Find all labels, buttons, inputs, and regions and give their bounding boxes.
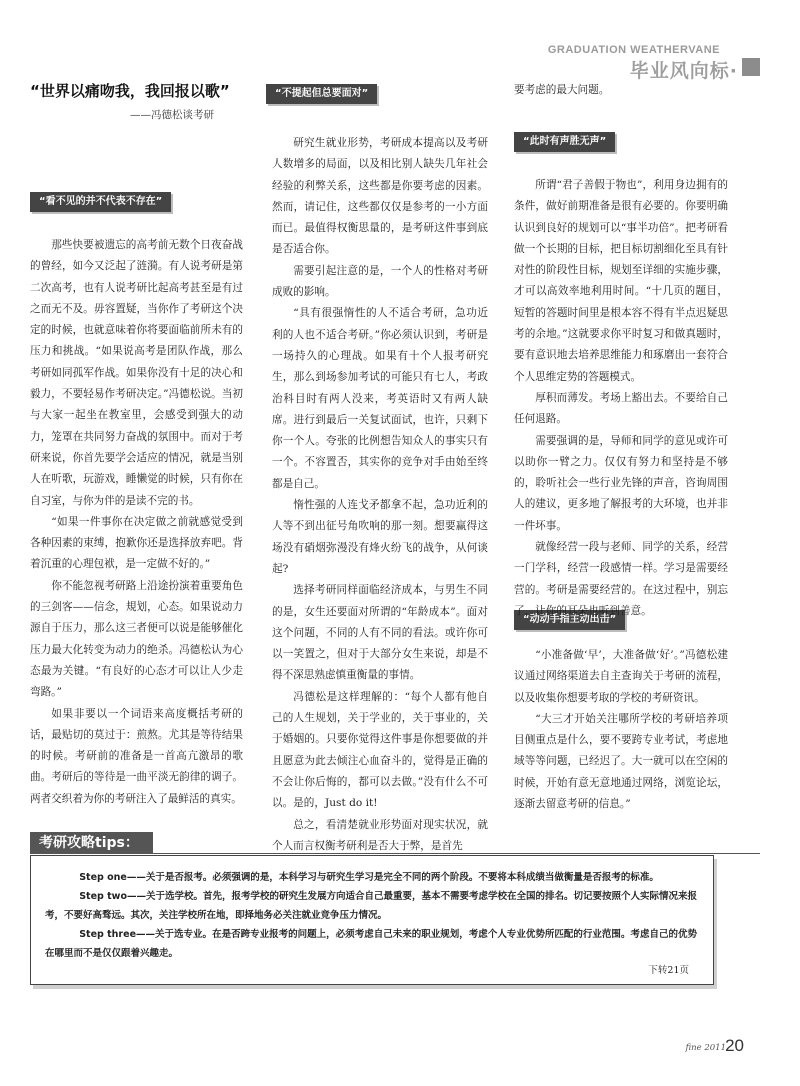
paragraph: 厚积而薄发。考场上豁出去。不要给自己任何退路。 [514,391,728,426]
masthead-english: GRADUATION WEATHERVANE [547,44,720,56]
article-title: “世界以痛吻我，我回报以歌” [30,82,230,100]
paragraph: 选择考研同样面临经济成本，与男生不同的是，女生还要面对所谓的“年龄成本”。面对这个问题，不同的人有不同的看法。或许你可以一笑置之，但对于大部分女生来说，却是不得不深思熟虑慎重衡量的事情。 [272,584,488,682]
masthead-chinese: 毕业风向标· [629,60,738,82]
column-2 [272,133,488,857]
tips-divider [144,853,760,854]
column-3-middle [514,175,728,622]
paragraph: 要考虑的最大问题。 [514,84,610,96]
masthead-block-icon [742,58,760,76]
column-3-top [514,80,728,101]
paragraph: 需要强调的是，导师和同学的意见或许可以助你一臂之力。仅仅有努力和坚持是不够的，聆听社会一些行业先锋的声音，咨询周围人的建议，更多地了解报考的大环境，也并非一件坏事。 [514,434,728,532]
tip-item: Step three——关于选专业。在是否跨专业报考的问题上，必须考虑自己未来的职业规划，考虑个人专业优势所匹配的行业范围。考虑自己的优势在哪里而不是仅仅跟着兴趣走。 [45,929,697,959]
continued-note: 下转21页 [648,965,689,976]
paragraph: 惰性强的人连戈矛都拿不起，急功近利的人等不到出征号角吹响的那一刻。想要赢得这场没有硝烟弥漫没有烽火纷飞的战争，从何谈起? [272,499,488,575]
paragraph: “小准备做‘早’，大准备做‘好’。”冯德松建议通过网络渠道去自主查询关于考研的流程，以及收集你想要考取的学校的考研资讯。 [514,649,728,704]
section-tag-face: “不提起但总要面对” [266,84,377,104]
section-tag-unseen: “看不见的并不代表不存在” [30,192,171,212]
paragraph: 所谓“君子善假于物也”，利用身边拥有的条件，做好前期准备是很有必要的。你要明确认识到良好的规划可以“事半功倍”。把考研看做一个长期的目标，把目标切割细化至具有针对性的阶段性目标，规划至详细的实施步骤，才可以高效率地利用时间。“十几页的题目，短暂的答题时间里是根本容不得有半点迟疑思考的余地。”这就要求你平时复习和做真题时，要有意识地去培养思维能力和琢磨出一套符合个人思维定势的答题模式。 [514,179,728,383]
section-tag-action: “动动手指主动出击” [514,610,625,630]
column-3-bottom [514,645,728,815]
section-tag-voice: “此时有声胜无声” [514,132,615,152]
paragraph: 你不能忽视考研路上沿途扮演着重要角色的三剑客——信念，規划，心态。如果说动力源自于压力，那么这三者便可以说是能够催化压力最大化转变为动力的绝杀。冯德松认为心态最为关键。“有良好的心态才可以让人少走弯路。” [30,579,243,699]
paragraph: 冯德松是这样理解的：“每个人都有他自己的人生规划，关于学业的，关于事业的，关于婚姻的。只要你觉得这件事是你想要做的并且愿意为此去倾注心血奋斗的，觉得是正确的不会让你后悔的，都可以去做。”没有什么不可以。是的，Just do it! [272,690,488,810]
paragraph: 总之，看清楚就业形势面对现实状况，就个人而言权衡考研利是否大于弊，是首先 [272,818,488,852]
paragraph: 需要引起注意的是，一个人的性格对考研成败的影响。 [272,264,488,299]
tip-item: Step one——关于是否报考。必须强调的是，本科学习与研究生学习是完全不同的两个阶段。不要将本科成绩当做衡量是否报考的标准。 [79,872,659,883]
tips-heading: 考研攻略tips： [30,832,153,854]
paragraph: 那些快要被遗忘的高考前无数个日夜奋战的曾经，如今又泛起了涟漪。有人说考研是第二次高考，也有人说考研比起高考甚至是有过之而无不及。毋容置疑，当你作了考研这个决定的时候，也就意味着你将要面临前所未有的压力和挑战。“如果说高考是团队作战，那么考研如同孤军作战。如果你没有十足的决心和毅力，不要轻易作考研决定。”冯德松说。当初与大家一起坐在教室里，会感受到强大的动力，笼罩在共同努力奋战的氛围中。而对于考研来说，你首先要学会适应的情况，就是当别人在听歌，玩游戏，睡懒觉的时候，只有你在自习室，与你为伴的是读不完的书。 [30,239,243,507]
tips-box [30,855,714,985]
tip-item: Step two——关于选学校。首先，报考学校的研究生发展方向适合自己最重要，基本不需要考虑学校在全国的排名。切记要按照个人实际情况来报考，不要好高骛远。其次，关注学校所在地，即择地务必关注就业竞争压力情况。 [45,891,697,921]
footer-magazine: fine 2011 [685,1043,726,1053]
paragraph: 研究生就业形势，考研成本提高以及考研人数增多的局面，以及相比别人缺失几年社会经验的利弊关系，这些都是你要考虑的因素。然而，请记住，这些都仅仅是参考的一小方面而已。最值得权衡思量的，是考研这件事到底是否适合你。 [272,137,488,256]
paragraph: “如果一件事你在决定做之前就感觉受到各种因素的束缚，抱歉你还是选择放弃吧。背着沉重的心理包袱，是一定做不好的。” [30,515,243,571]
paragraph: “大三才开始关注哪所学校的考研培养项目侧重点是什么，要不要跨专业考试，考虑地域等等问题，已经迟了。大一就可以在空闲的时候，开始有意无意地通过网络，浏览论坛，逐渐去留意考研的信息。” [514,712,728,811]
page-number: 20 [725,1036,744,1055]
paragraph: “具有很强惰性的人不适合考研，急功近利的人也不适合考研。”你必须认识到，考研是一场持久的心理战。如果有十个人报考研究生，那么到场参加考试的可能只有七人，考政治科目时有两人没来，考英语时又有两人缺席。进行到最后一关复试面试，也许，只剩下你一个人。夸张的比例想告知众人的事实只有一个。不容置否，其实你的竞争对手由始至终都是自己。 [272,307,488,490]
paragraph: 就像经营一段与老师、同学的关系，经营一门学科，经营一段感情一样。学习是需要经营的。考研是需要经营的。在这过程中，别忘了，让你的耳朵也听到善意。 [514,541,728,617]
paragraph: 如果非要以一个词语来高度概括考研的话，最贴切的莫过于：煎熬。尤其是等待结果的时候。考研前的准备是一首高亢激昂的歌曲。考研后的等待是一曲平淡无韵律的调子。两者交织着为你的考研注入了最鲜活的真实。 [30,707,243,805]
article-subtitle: ——冯德松谈考研 [130,109,214,121]
column-1 [30,235,243,810]
